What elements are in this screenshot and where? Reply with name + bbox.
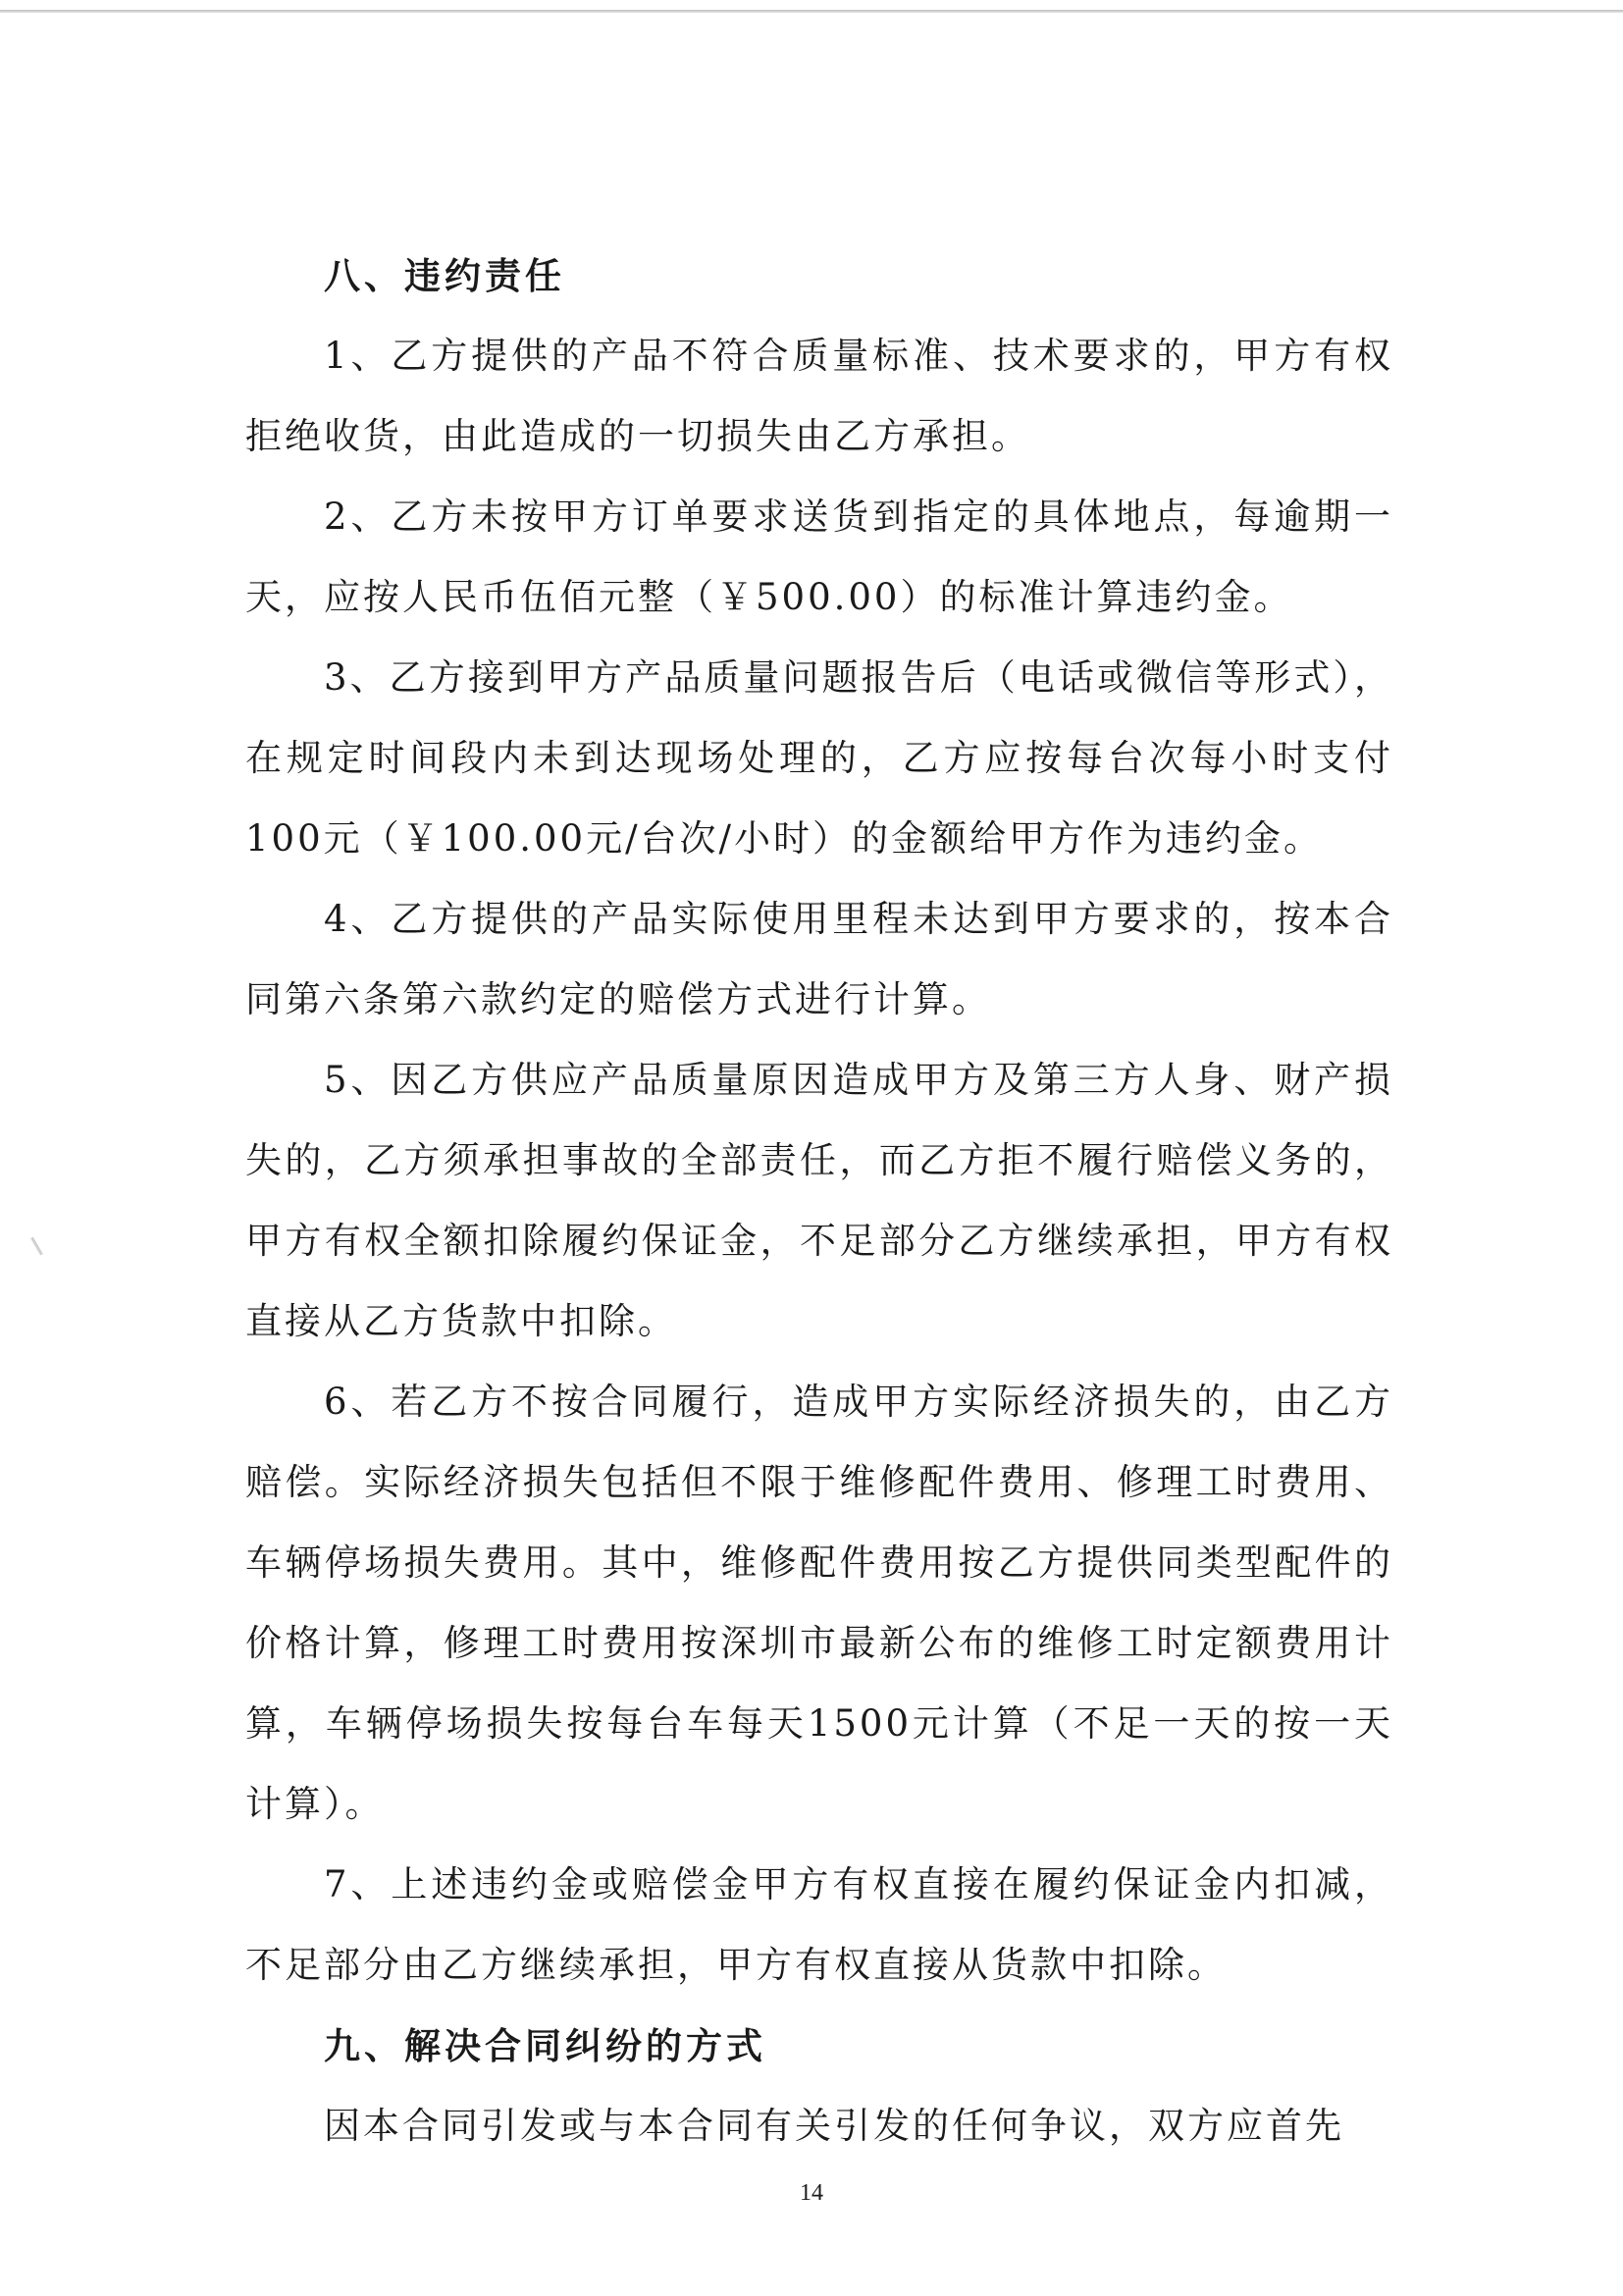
clause-5: 5、因乙方供应产品质量原因造成甲方及第三方人身、财产损失的，乙方须承担事故的全部责任，而乙方拒不履行赔偿义务的，甲方有权全额扣除履约保证金，不足部分乙方继续承担，甲方有权直接从乙方货款中扣除。 [245,1059,1393,1342]
section-heading-breach-liability: 八、违约责任 [324,254,565,297]
clause-2: 2、乙方未按甲方订单要求送货到指定的具体地点，每逾期一天，应按人民币伍佰元整（￥500.00）的标准计算违约金。 [245,496,1393,618]
dispute-clause: 因本合同引发或与本合同有关引发的任何争议，双方应首先 [324,2105,1344,2147]
document-page [245,235,1393,2166]
clause-3: 3、乙方接到甲方产品质量问题报告后（电话或微信等形式），在规定时间段内未到达现场处理的，乙方应按每台次每小时支付100元（￥100.00元/台次/小时）的金额给甲方作为违约金。 [245,656,1393,860]
clause-1: 1、乙方提供的产品不符合质量标准、技术要求的，甲方有权拒绝收货，由此造成的一切损失由乙方承担。 [245,335,1393,457]
page-number: 14 [800,2180,823,2206]
scan-mark [30,1237,43,1256]
clause-6: 6、若乙方不按合同履行，造成甲方实际经济损失的，由乙方赔偿。实际经济损失包括但不限于维修配件费用、修理工时费用、车辆停场损失费用。其中，维修配件费用按乙方提供同类型配件的价格计算，修理工时费用按深圳市最新公布的维修工时定额费用计算，车辆停场损失按每台车每天1500元计算（不足一天的按一天计算）。 [245,1381,1393,1825]
section-heading-dispute-resolution: 九、解决合同纠纷的方式 [324,2024,766,2067]
clause-7: 7、上述违约金或赔偿金甲方有权直接在履约保证金内扣减，不足部分由乙方继续承担，甲方有权直接从货款中扣除。 [245,1863,1393,1986]
clause-4: 4、乙方提供的产品实际使用里程未达到甲方要求的，按本合同第六条第六款约定的赔偿方式进行计算。 [245,898,1393,1020]
scan-edge [0,10,1623,13]
